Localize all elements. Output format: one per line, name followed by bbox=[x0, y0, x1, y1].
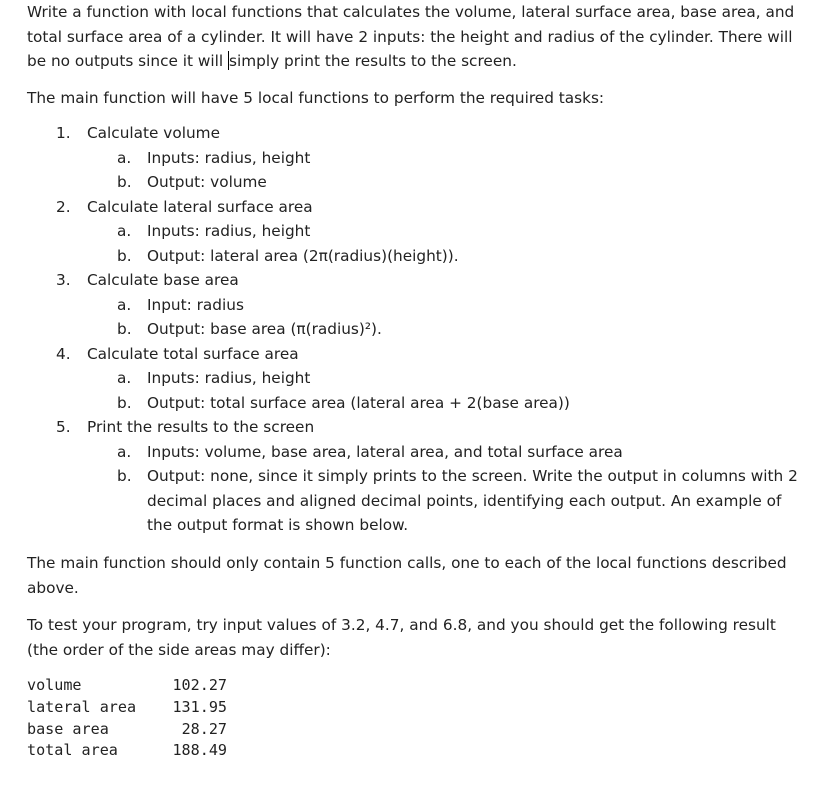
intro-text-end: simply print the results to the screen. bbox=[229, 52, 517, 71]
output-label: volume bbox=[27, 676, 82, 695]
task-number: 2. bbox=[56, 197, 71, 216]
output-value: 131.95 bbox=[172, 698, 227, 717]
task-label: Calculate lateral surface area bbox=[87, 197, 313, 216]
sub-letter: a. bbox=[117, 148, 132, 167]
output-value: 28.27 bbox=[181, 719, 227, 738]
output-row-base-area bbox=[27, 719, 802, 741]
sub-item-2a[interactable] bbox=[27, 219, 802, 244]
task-item-5[interactable] bbox=[27, 415, 802, 439]
sub-letter: b. bbox=[117, 246, 132, 265]
sub-text: Output: volume bbox=[147, 173, 267, 192]
sub-item-3a[interactable] bbox=[27, 293, 802, 318]
sub-item-4b[interactable] bbox=[27, 391, 802, 416]
sample-output-block bbox=[27, 675, 802, 762]
sub-letter: b. bbox=[117, 467, 132, 486]
sub-item-4a[interactable] bbox=[27, 366, 802, 391]
sub-item-5b[interactable] bbox=[27, 464, 802, 538]
sub-text: Inputs: volume, base area, lateral area, and total surface area bbox=[147, 442, 623, 461]
sub-item-3b[interactable] bbox=[27, 317, 802, 342]
task-item-4[interactable] bbox=[27, 342, 802, 366]
task-list bbox=[27, 121, 802, 538]
sub-text: Output: none, since it simply prints to the screen. Write the output in columns with 2 decimal places and aligned decimal points, identifying each output. An example of the output format is shown below. bbox=[147, 467, 798, 535]
document-body bbox=[27, 0, 802, 762]
task-item-1[interactable] bbox=[27, 121, 802, 145]
task-item-2[interactable] bbox=[27, 195, 802, 219]
intro-text-start: Write a function with local functions that calculates the volume, lateral surface area, base area, and total surface area of a cylinder. It will have 2 inputs: the height and radius of the cylinder. There will be no outputs since it will bbox=[27, 3, 795, 71]
sub-letter: b. bbox=[117, 393, 132, 412]
output-label: base area bbox=[27, 719, 109, 738]
task-number: 4. bbox=[56, 344, 71, 363]
output-row-total-area bbox=[27, 740, 802, 762]
sub-item-1b[interactable] bbox=[27, 170, 802, 195]
task-label: Calculate volume bbox=[87, 124, 220, 143]
test-instructions-paragraph[interactable]: To test your program, try input values of 3.2, 4.7, and 6.8, and you should get the following result (the order of the side areas may differ): bbox=[27, 616, 776, 659]
output-row-volume bbox=[27, 675, 802, 697]
sub-letter: a. bbox=[117, 295, 132, 314]
sub-text: Inputs: radius, height bbox=[147, 369, 311, 388]
sub-text: Output: total surface area (lateral area + 2(base area)) bbox=[147, 393, 570, 412]
task-number: 1. bbox=[56, 124, 71, 143]
task-label: Calculate total surface area bbox=[87, 344, 299, 363]
main-function-paragraph[interactable]: The main function will have 5 local functions to perform the required tasks: bbox=[27, 88, 605, 107]
task-number: 5. bbox=[56, 418, 71, 437]
sub-item-2b[interactable] bbox=[27, 244, 802, 269]
sub-item-1a[interactable] bbox=[27, 146, 802, 171]
task-item-3[interactable] bbox=[27, 268, 802, 292]
output-value: 102.27 bbox=[172, 676, 227, 695]
sub-text: Inputs: radius, height bbox=[147, 222, 311, 241]
sub-text: Inputs: radius, height bbox=[147, 148, 311, 167]
sub-letter: b. bbox=[117, 173, 132, 192]
sub-letter: a. bbox=[117, 442, 132, 461]
output-row-lateral-area bbox=[27, 697, 802, 719]
sub-letter: b. bbox=[117, 320, 132, 339]
sub-text: Output: base area (π(radius)²). bbox=[147, 320, 382, 339]
sub-item-5a[interactable] bbox=[27, 440, 802, 465]
task-number: 3. bbox=[56, 271, 71, 290]
output-label: total area bbox=[27, 741, 118, 760]
sub-text: Input: radius bbox=[147, 295, 244, 314]
output-value: 188.49 bbox=[172, 741, 227, 760]
task-label: Calculate base area bbox=[87, 271, 239, 290]
main-calls-paragraph[interactable]: The main function should only contain 5 function calls, one to each of the local functions described above. bbox=[27, 553, 787, 597]
intro-paragraph[interactable] bbox=[27, 0, 802, 74]
sub-letter: a. bbox=[117, 369, 132, 388]
sub-letter: a. bbox=[117, 222, 132, 241]
output-label: lateral area bbox=[27, 698, 137, 717]
task-label: Print the results to the screen bbox=[87, 418, 315, 437]
sub-text: Output: lateral area (2π(radius)(height)). bbox=[147, 246, 459, 265]
